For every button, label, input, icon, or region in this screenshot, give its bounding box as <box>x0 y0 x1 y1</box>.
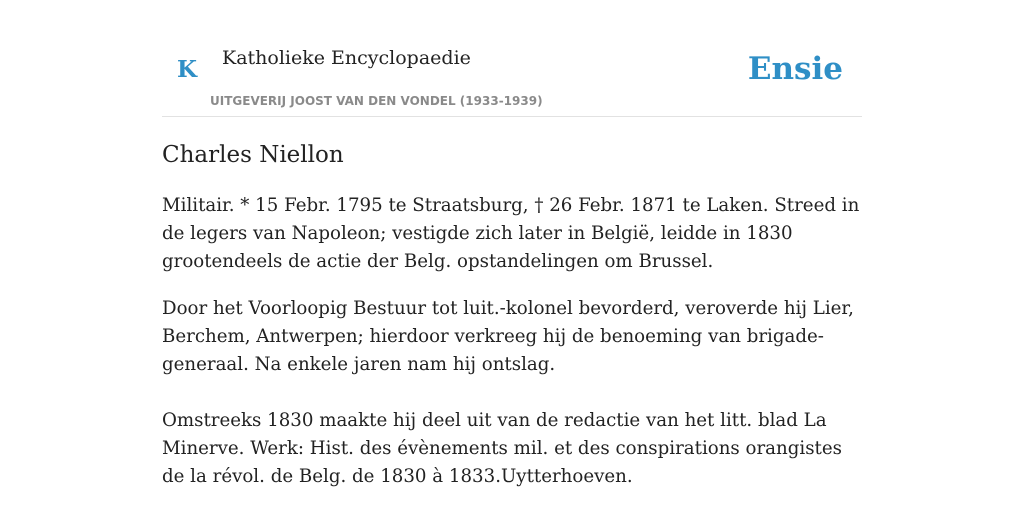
article-paragraph: Door het Voorloopig Bestuur tot luit.-kolonel bevorderd, veroverde hij Lier, Berchem, Antwerpen; hierdoor verkreeg hij de benoeming van brigade-generaal. Na enkele jaren nam hij ontslag. <box>162 298 854 375</box>
site-header <box>162 0 862 117</box>
encyclopedia-logo-icon[interactable]: K <box>177 56 197 83</box>
article-paragraph: Militair. * 15 Febr. 1795 te Straatsburg, † 26 Febr. 1871 te Laken. Streed in de legers van Napoleon; vestigde zich later in België, leidde in 1830 grootendeels de actie der Belg. opstandelingen om Brussel. <box>162 195 860 272</box>
encyclopedia-title-link[interactable]: Katholieke Encyclopaedie <box>222 47 471 69</box>
article-paragraph: Omstreeks 1830 maakte hij deel uit van de redactie van het litt. blad La Minerve. Werk: Hist. des évènements mil. et des conspirations orangistes de la révol. de Belg. de 1830 à 1833.Uytterhoeven. <box>162 410 842 487</box>
publisher-subtitle: UITGEVERIJ JOOST VAN DEN VONDEL (1933-1939) <box>210 94 543 108</box>
ensie-brand-logo[interactable]: Ensie <box>747 51 843 87</box>
article-title: Charles Niellon <box>162 142 344 168</box>
